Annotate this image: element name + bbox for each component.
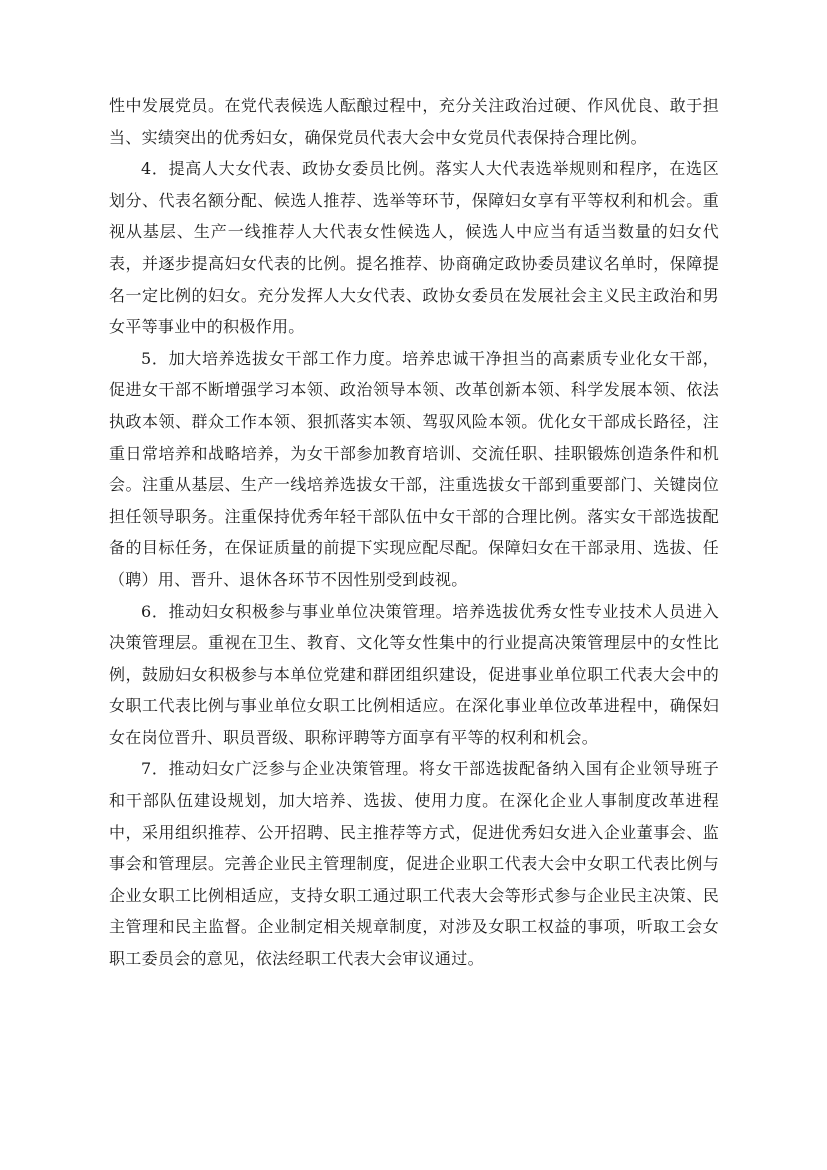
paragraph-item-4: 4．提高人大女代表、政协女委员比例。落实人大代表选举规则和程序，在选区划分、代表名额分配、候选人推荐、选举等环节，保障妇女享有平等权利和机会。重视从基层、生产一线推荐人大代表女性候选人，候选人中应当有适当数量的妇女代表，并逐步提高妇女代表的比例。提名推荐、协商确定政协委员建议名单时，保障提名一定比例的妇女。充分发挥人大女代表、政协女委员在发展社会主义民主政治和男女平等事业中的积极作用。 <box>109 159 719 337</box>
paragraph-item-7: 7．推动妇女广泛参与企业决策管理。将女干部选拔配备纳入国有企业领导班子和干部队伍建设规划，加大培养、选拔、使用力度。在深化企业人事制度改革进程中，采用组织推荐、公开招聘、民主推荐等方式，促进优秀妇女进入企业董事会、监事会和管理层。完善企业民主管理制度，促进企业职工代表大会中女职工代表比例与企业女职工比例相适应，支持女职工通过职工代表大会等形式参与企业民主决策、民主管理和民主监督。企业制定相关规章制度，对涉及女职工权益的事项，听取工会女职工委员会的意见，依法经职工代表大会审议通过。 <box>109 759 719 969</box>
paragraph-continuation: 性中发展党员。在党代表候选人酝酿过程中，充分关注政治过硬、作风优良、敢于担当、实绩突出的优秀妇女，确保党员代表大会中女党员代表保持合理比例。 <box>109 96 719 147</box>
document-body <box>109 90 719 975</box>
paragraph-item-6: 6．推动妇女积极参与事业单位决策管理。培养选拔优秀女性专业技术人员进入决策管理层。重视在卫生、教育、文化等女性集中的行业提高决策管理层中的女性比例，鼓励妇女积极参与本单位党建和群团组织建设，促进事业单位职工代表大会中的女职工代表比例与事业单位女职工比例相适应。在深化事业单位改革进程中，确保妇女在岗位晋升、职员晋级、职称评聘等方面享有平等的权利和机会。 <box>109 601 719 747</box>
paragraph-item-5: 5．加大培养选拔女干部工作力度。培养忠诚干净担当的高素质专业化女干部，促进女干部不断增强学习本领、政治领导本领、改革创新本领、科学发展本领、依法执政本领、群众工作本领、狠抓落实本领、驾驭风险本领。优化女干部成长路径，注重日常培养和战略培养，为女干部参加教育培训、交流任职、挂职锻炼创造条件和机会。注重从基层、生产一线培养选拔女干部，注重选拔女干部到重要部门、关键岗位担任领导职务。注重保持优秀年轻干部队伍中女干部的合理比例。落实女干部选拔配备的目标任务，在保证质量的前提下实现应配尽配。保障妇女在干部录用、选拔、任（聘）用、晋升、退休各环节不因性别受到歧视。 <box>109 348 719 589</box>
